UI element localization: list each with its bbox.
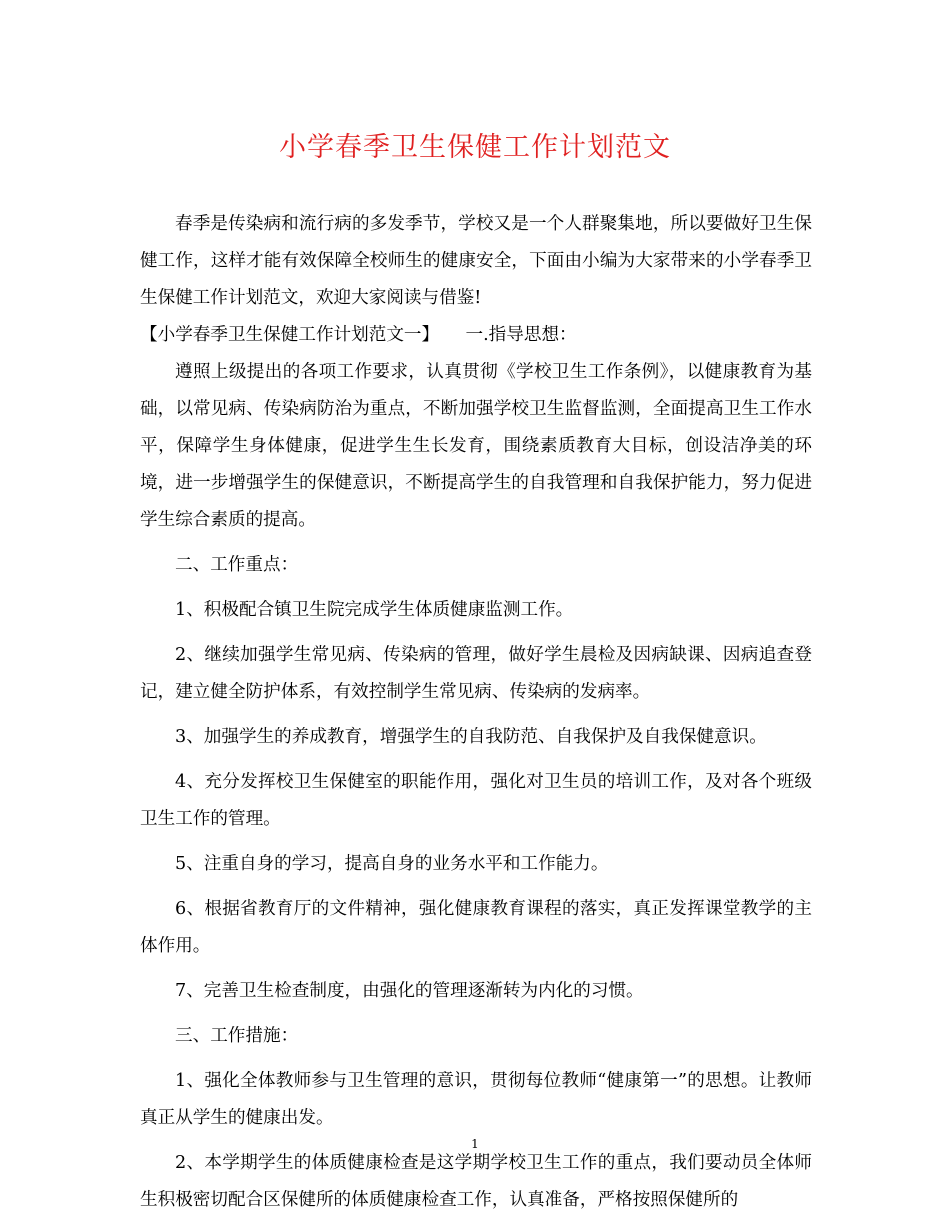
work-focus-item-5: 5、注重自身的学习，提高自身的业务水平和工作能力。	[175, 854, 609, 874]
section-heading-guiding-thought: 【小学春季卫生保健工作计划范文一】 一.指导思想：	[140, 325, 577, 345]
work-measure-item-1: 1、强化全体教师参与卫生管理的意识，贯彻每位教师“健康第一”的思想。让教师真正从学生的健康出发。	[140, 1071, 812, 1128]
document-body	[140, 206, 812, 1219]
work-focus-item-1: 1、积极配合镇卫生院完成学生体质健康监测工作。	[175, 600, 574, 620]
work-focus-item-2: 2、继续加强学生常见病、传染病的管理，做好学生晨检及因病缺课、因病追查登记，建立健全防护体系，有效控制学生常见病、传染病的发病率。	[140, 645, 812, 702]
work-measure-item-2: 2、本学期学生的体质健康检查是这学期学校卫生工作的重点，我们要动员全体师生积极密切配合区保健所的体质健康检查工作，认真准备，严格按照保健所的	[140, 1153, 812, 1210]
section-heading-work-measures: 三、工作措施：	[175, 1026, 299, 1046]
page-number: 1	[471, 1137, 479, 1151]
work-focus-item-4: 4、充分发挥校卫生保健室的职能作用，强化对卫生员的培训工作，及对各个班级卫生工作的管理。	[140, 772, 812, 829]
section-heading-work-focus: 二、工作重点：	[175, 555, 299, 575]
work-focus-item-3: 3、加强学生的养成教育，增强学生的自我防范、自我保护及自我保健意识。	[175, 727, 767, 747]
work-focus-item-6: 6、根据省教育厅的文件精神，强化健康教育课程的落实，真正发挥课堂教学的主体作用。	[140, 899, 812, 956]
guiding-thought-paragraph: 遵照上级提出的各项工作要求，认真贯彻《学校卫生工作条例》，以健康教育为基础，以常见病、传染病防治为重点，不断加强学校卫生监督监测，全面提高卫生工作水平，保障学生身体健康，促进学生生长发育，围绕素质教育大目标，创设洁净美的环境，进一步增强学生的保健意识，不断提高学生的自我管理和自我保护能力，努力促进学生综合素质的提高。	[140, 362, 812, 530]
work-focus-item-7: 7、完善卫生检查制度，由强化的管理逐渐转为内化的习惯。	[175, 981, 644, 1001]
document-title: 小学春季卫生保健工作计划范文	[279, 132, 671, 163]
intro-paragraph: 春季是传染病和流行病的多发季节，学校又是一个人群聚集地，所以要做好卫生保健工作，这样才能有效保障全校师生的健康安全，下面由小编为大家带来的小学春季卫生保健工作计划范文，欢迎大家阅读与借鉴!	[140, 214, 812, 308]
